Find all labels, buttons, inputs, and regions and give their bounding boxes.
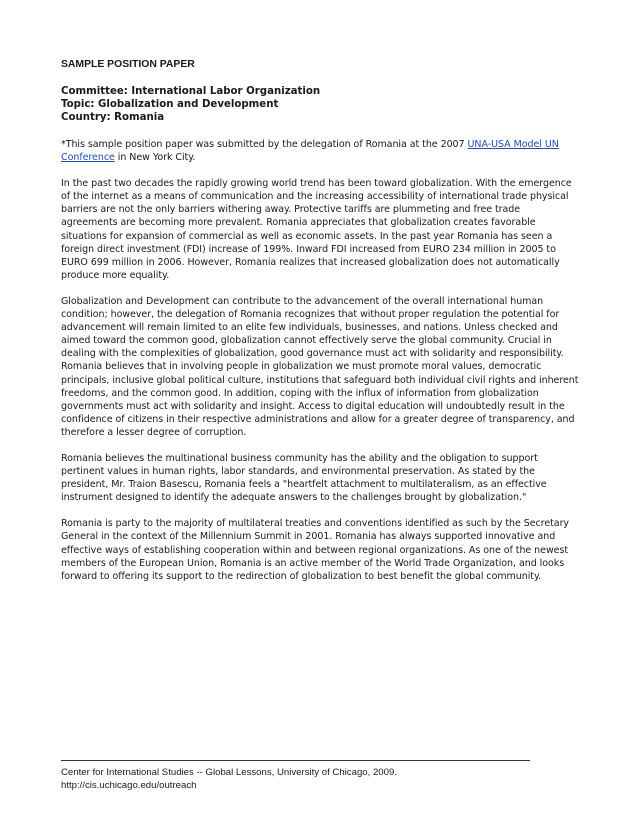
conference-link[interactable]: UNA-USA Model UN Conference [61,139,559,164]
document-meta [61,85,579,124]
footer-citation: Center for International Studies -- Global Lessons, University of Chicago, 2009. [61,767,397,778]
paragraph-3: Romania believes the multinational business community has the ability and the obligation to support pertinent values in human rights, labor standards, and environmental preservation. As stated by the president, Mr. Traion Basescu, Romania feels a "heartfelt attachment to multilateralism, as an effective instrument designed to identify the adequate answers to the challenges brought by globalization." [61,452,547,504]
footer-url: http://cis.uchicago.edu/outreach [61,780,197,791]
document-heading: SAMPLE POSITION PAPER [61,59,195,70]
paragraph-2: Globalization and Development can contribute to the advancement of the overall international human condition; however, the delegation of Romania recognizes that without proper regulation the potential for advancement will remain limited to an elite few individuals, businesses, and nations. Unless checked and aimed toward the common good, globalization cannot effectively serve the global community. Crucial in dealing with the complexities of globalization, good governance must act with solidarity and responsibility. Romania believes that in involving people in globalization we must promote moral values, democratic principals, inclusive global political culture, institutions that safeguard both individual civil rights and inherent freedoms, and the common good. In addition, coping with the influx of information from globalization governments must act with solidarity and insight. Access to digital education will undoubtedly result in the confidence of citizens in their respective administrations and allow for a greater degree of transparency, and therefore a lesser degree of corruption. [61,295,579,438]
submission-note [61,138,579,164]
paragraph-1: In the past two decades the rapidly growing world trend has been toward globalization. With the emergence of the internet as a means of communication and the increasing accessibility of international trade physical barriers are not the only barriers withering away. Protective tariffs are plummeting and free trade agreements are becoming more prevalent. Romania appreciates that globalization creates favorable situations for expansion of commercial as well as economic assets. In the past year Romania has seen a foreign direct investment (FDI) increase of 199%. Inward FDI increased from EURO 234 million in 2005 to EURO 699 million in 2006. However, Romania realizes that increased globalization does not automatically produce more equality. [61,178,572,281]
note-prefix: *This sample position paper was submitted by the delegation of Romania at the 2007 [61,139,468,150]
note-suffix: in New York City. [114,152,196,164]
document-content [61,58,579,596]
page-footer [61,766,581,792]
committee-line: Committee: International Labor Organization [61,86,321,97]
footer-divider [61,760,530,761]
paragraph-4: Romania is party to the majority of multilateral treaties and conventions identified as such by the Secretary General in the context of the Millennium Summit in 2001. Romania has always supported innovative and effective ways of establishing cooperation within and between regional organizations. As one of the newest members of the European Union, Romania is an active member of the World Trade Organization, and looks forward to offering its support to the redirection of globalization to best benefit the global community. [61,518,569,582]
country-line: Country: Romania [61,112,165,123]
topic-line: Topic: Globalization and Development [61,99,279,110]
